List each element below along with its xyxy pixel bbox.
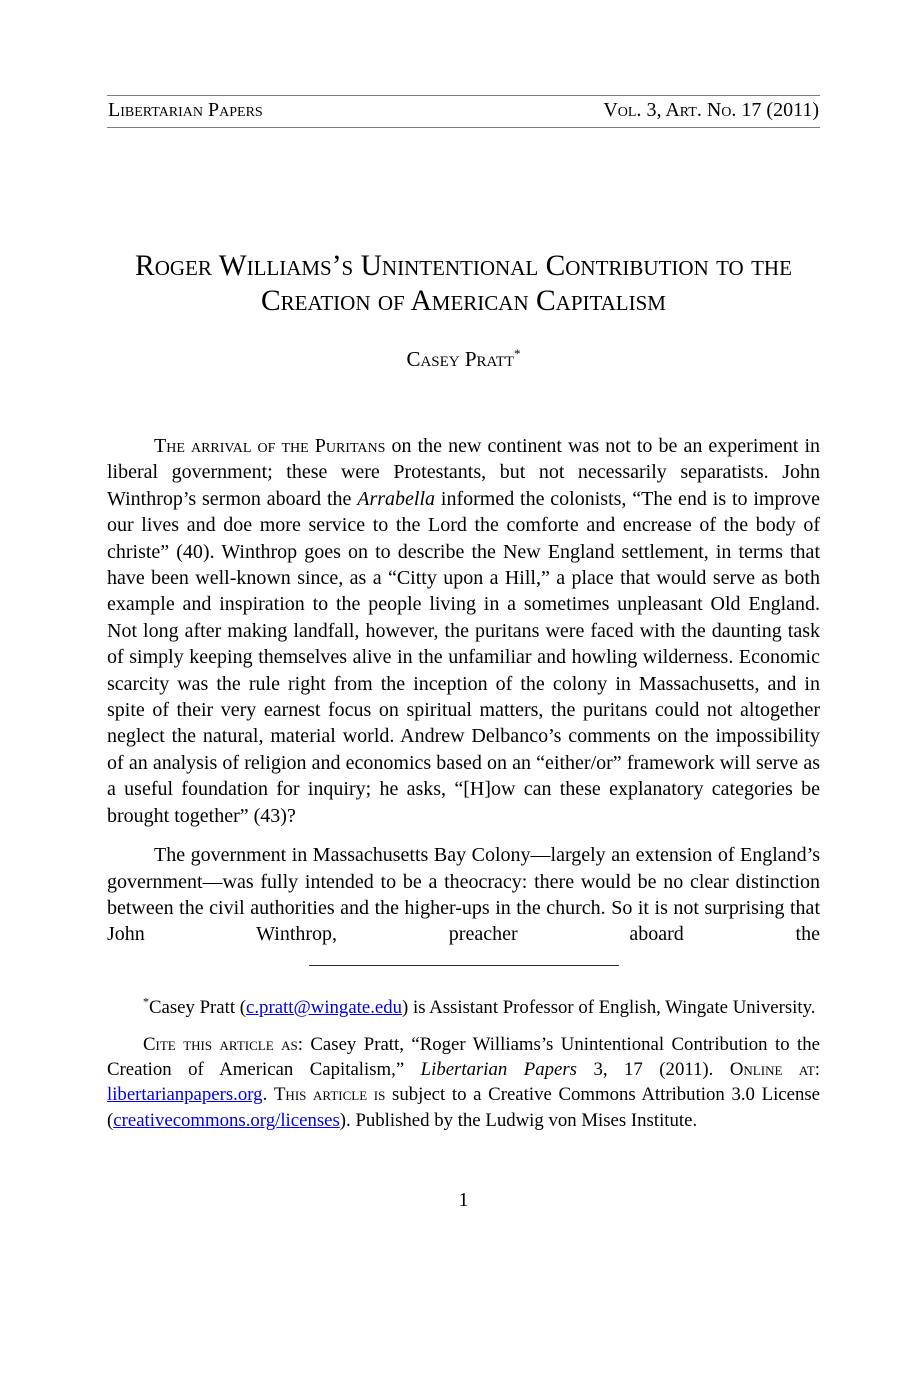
running-header xyxy=(107,95,820,128)
text-segment: ) is Assistant Professor of English, Wingate University. xyxy=(402,996,816,1018)
text-segment: Online at: xyxy=(729,1059,820,1081)
journal-name: Libertarian Papers xyxy=(108,99,263,121)
email-link[interactable]: c.pratt@wingate.edu xyxy=(246,996,403,1018)
citation-note xyxy=(107,1032,820,1133)
text-segment: Casey Pratt, “Roger Williams’s Unintentional Contribution to the Creation of American Capitalism,” xyxy=(107,1033,820,1081)
author-line xyxy=(107,346,820,372)
text-segment: on the new continent was not to be an experiment in liberal government; these were Protestants, but not necessarily separatists. John Winthrop’s sermon aboard the xyxy=(107,435,821,510)
author-footnote-marker: * xyxy=(514,346,521,361)
text-segment: This article is xyxy=(273,1084,386,1106)
text-segment: Libertarian Papers xyxy=(420,1059,577,1081)
text-segment: 3, 17 (2011). xyxy=(576,1059,730,1081)
author-footnote xyxy=(107,995,820,1020)
journal-website-link[interactable]: libertarianpapers.org xyxy=(107,1084,263,1106)
text-segment: Cite this article as: xyxy=(143,1033,303,1055)
footnote-area xyxy=(107,995,820,1133)
text-segment: subject to a Creative Commons Attribution 3.0 License ( xyxy=(107,1084,821,1131)
body-paragraph-1 xyxy=(107,433,820,829)
text-segment: ). Published by the Ludwig von Mises Institute. xyxy=(339,1109,698,1131)
text-segment: The government in Massachusetts Bay Colony—largely an extension of England’s government—was fully intended to be a theocracy: there would be no clear distinction between the civil authorities and the higher-ups in the church. So it is not surprising that John Winthrop, preacher aboard the xyxy=(107,844,820,946)
body-paragraph-2 xyxy=(107,842,820,948)
text-segment: informed the colonists, “The end is to improve our lives and doe more service to the Lord the comforte and encrease of the body of christe” (40). Winthrop goes on to describe the New England settlement, in terms that have been well-known since, as a “Citty upon a Hill,” a place that would serve as both example and inspiration to the people living in a sometimes unpleasant Old England. Not long after making landfall, however, the puritans were faced with the daunting task of simply keeping themselves alive in the unfamiliar and howling wilderness. Economic scarcity was the rule right from the inception of the colony in Massachusetts, and in spite of their very earnest focus on spiritual matters, the puritans could not altogether neglect the natural, material world. Andrew Delbanco’s comments on the impossibility of an analysis of religion and economics based on an “either/or” framework will serve as a useful foundation for inquiry; he asks, “[H]ow can these explanatory categories be brought together” (43)? xyxy=(107,487,820,827)
article-body xyxy=(107,433,820,948)
issue-info: Vol. 3, Art. No. 17 (2011) xyxy=(603,99,819,121)
author-name: Casey Pratt xyxy=(406,347,515,371)
footnote-separator xyxy=(309,965,619,966)
text-segment: The arrival of the Puritans xyxy=(154,435,386,457)
text-segment: Casey Pratt ( xyxy=(149,996,247,1018)
page-footer xyxy=(107,1187,820,1213)
license-link[interactable]: creativecommons.org/licenses xyxy=(113,1109,340,1131)
text-segment: Arrabella xyxy=(357,487,436,510)
text-segment: . xyxy=(262,1084,274,1106)
footnote-marker: * xyxy=(143,994,149,1009)
page-number: 1 xyxy=(458,1188,469,1211)
article-title: Roger Williams’s Unintentional Contribution to the Creation of American Capitalism xyxy=(135,250,792,317)
